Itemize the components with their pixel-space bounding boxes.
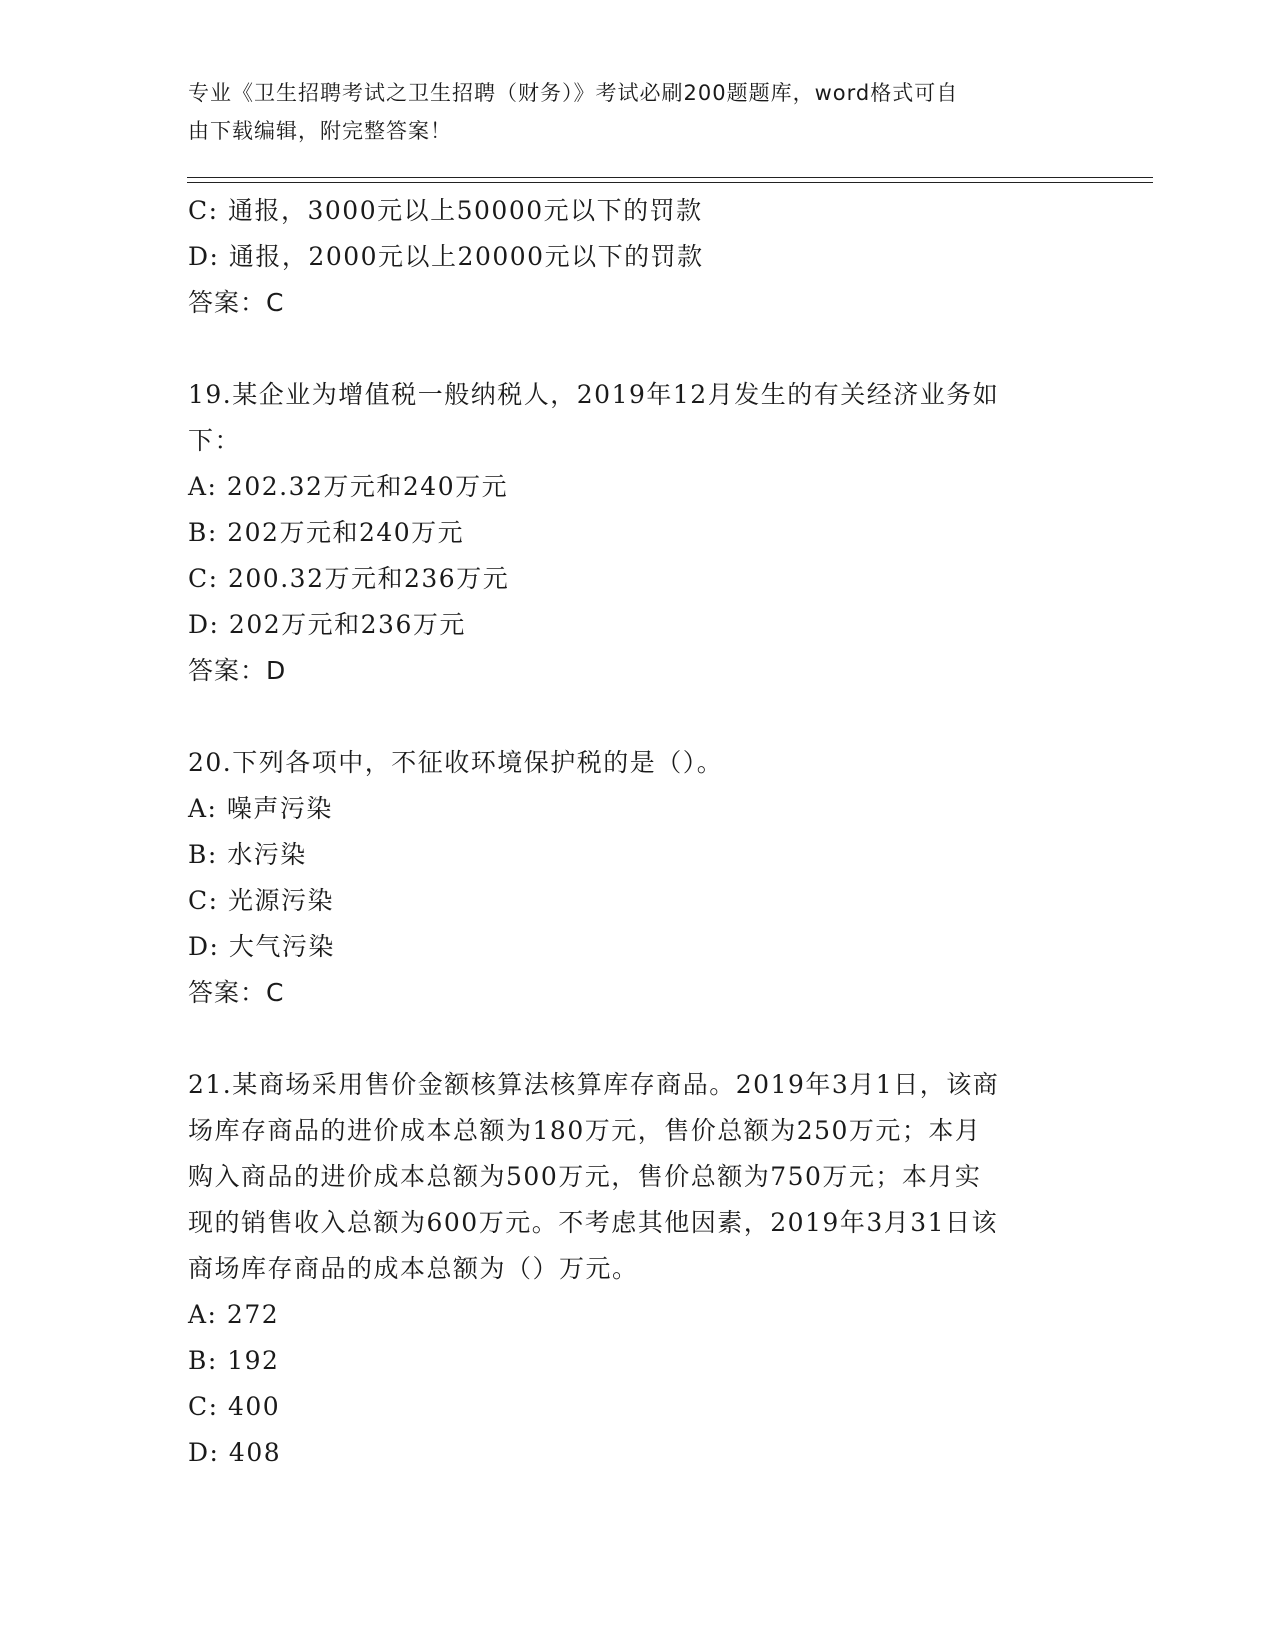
- question-18-option-c: C: 通报，3000元以上50000元以下的罚款: [188, 196, 703, 225]
- question-18-option-d: D: 通报，2000元以上20000元以下的罚款: [188, 242, 704, 271]
- question-20-stem-line-1: 20.下列各项中，不征收环境保护税的是（）。: [188, 748, 724, 777]
- question-19-option-b: B: 202万元和240万元: [188, 518, 465, 547]
- question-21: [188, 1062, 1088, 1476]
- question-20-option-c: C: 光源污染: [188, 886, 334, 915]
- question-21-option-a: A: 272: [188, 1300, 280, 1329]
- question-21-stem-line-1: 21.某商场采用售价金额核算法核算库存商品。2019年3月1日，该商: [188, 1070, 1000, 1099]
- question-list: [188, 188, 1088, 1476]
- spacer: [188, 326, 1088, 372]
- question-19-option-d: D: 202万元和236万元: [188, 610, 466, 639]
- question-19-stem-line-1: 19.某企业为增值税一般纳税人，2019年12月发生的有关经济业务如: [188, 380, 1000, 409]
- question-20: [188, 740, 1088, 1016]
- question-18-answer: 答案：C: [188, 288, 285, 317]
- header-title-line-1: 专业《卫生招聘考试之卫生招聘（财务）》考试必刷200题题库，word格式可自: [188, 81, 959, 105]
- question-21-stem-line-5: 商场库存商品的成本总额为（）万元。: [188, 1254, 639, 1283]
- spacer: [188, 1016, 1088, 1062]
- header-divider-bottom: [187, 182, 1153, 183]
- question-20-option-b: B: 水污染: [188, 840, 307, 869]
- question-21-option-d: D: 408: [188, 1438, 282, 1467]
- document-header: [188, 74, 1068, 150]
- question-21-stem-line-4: 现的销售收入总额为600万元。不考虑其他因素，2019年3月31日该: [188, 1208, 999, 1237]
- question-20-answer: 答案：C: [188, 978, 285, 1007]
- question-21-stem-line-3: 购入商品的进价成本总额为500万元，售价总额为750万元；本月实: [188, 1162, 982, 1191]
- question-21-stem-line-2: 场库存商品的进价成本总额为180万元，售价总额为250万元；本月: [188, 1116, 982, 1145]
- question-19-option-c: C: 200.32万元和236万元: [188, 564, 510, 593]
- question-21-option-c: C: 400: [188, 1392, 281, 1421]
- question-19-option-a: A: 202.32万元和240万元: [188, 472, 509, 501]
- question-19: [188, 372, 1088, 694]
- question-20-option-a: A: 噪声污染: [188, 794, 333, 823]
- header-title-line-2: 由下载编辑，附完整答案！: [188, 119, 452, 143]
- header-divider-top: [187, 177, 1153, 178]
- question-20-option-d: D: 大气污染: [188, 932, 335, 961]
- question-21-option-b: B: 192: [188, 1346, 280, 1375]
- spacer: [188, 694, 1088, 740]
- question-19-stem-line-2: 下：: [188, 426, 242, 455]
- question-19-answer: 答案：D: [188, 656, 287, 685]
- question-18: [188, 188, 1088, 326]
